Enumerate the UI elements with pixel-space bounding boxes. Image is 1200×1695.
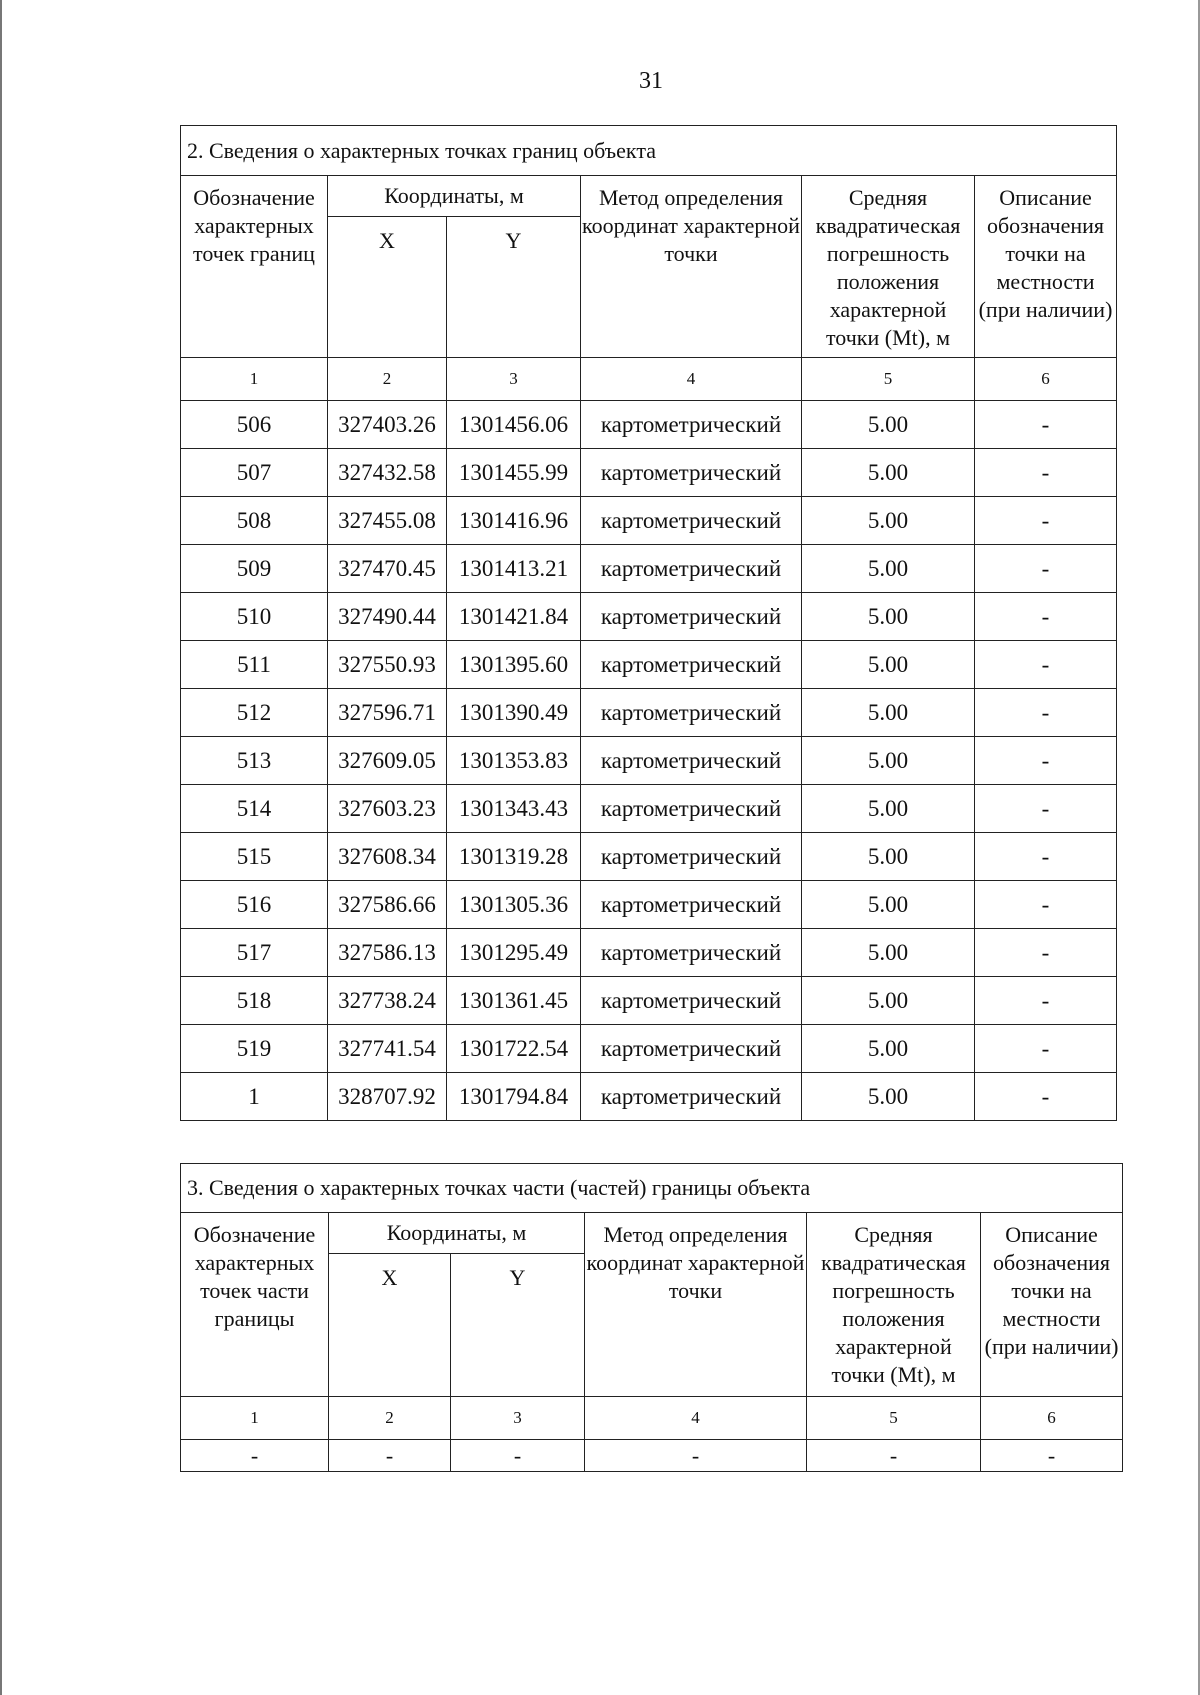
point-cell: 511 bbox=[181, 641, 328, 689]
description-cell: - bbox=[975, 689, 1117, 737]
header-coords-label: Координаты, м bbox=[328, 176, 581, 217]
column-number: 4 bbox=[585, 1397, 807, 1440]
method-cell: картометрический bbox=[581, 641, 802, 689]
mt-error-cell: 5.00 bbox=[802, 449, 975, 497]
mt-error-cell: 5.00 bbox=[802, 881, 975, 929]
method-cell: картометрический bbox=[581, 1025, 802, 1073]
table-row bbox=[181, 929, 1117, 977]
x-coordinate-cell: 327609.05 bbox=[328, 737, 447, 785]
point-cell: 516 bbox=[181, 881, 328, 929]
mt-error-cell: 5.00 bbox=[802, 593, 975, 641]
point-cell: - bbox=[181, 1440, 329, 1472]
y-coordinate-cell: 1301390.49 bbox=[447, 689, 581, 737]
x-coordinate-cell: 327586.13 bbox=[328, 929, 447, 977]
header-point-label: Обозначение характерных точек части границы bbox=[181, 1213, 329, 1397]
point-cell: 510 bbox=[181, 593, 328, 641]
x-coordinate-cell: 327455.08 bbox=[328, 497, 447, 545]
section3-table bbox=[180, 1163, 1123, 1472]
description-cell: - bbox=[975, 641, 1117, 689]
x-coordinate-cell: 327603.23 bbox=[328, 785, 447, 833]
x-coordinate-cell: 327586.66 bbox=[328, 881, 447, 929]
method-cell: картометрический bbox=[581, 785, 802, 833]
y-coordinate-cell: 1301361.45 bbox=[447, 977, 581, 1025]
x-coordinate-cell: 327490.44 bbox=[328, 593, 447, 641]
header-y-label: Y bbox=[451, 1254, 585, 1397]
header-method-label: Метод определения координат характерной точки bbox=[585, 1213, 807, 1397]
description-cell: - bbox=[975, 1073, 1117, 1121]
column-number: 5 bbox=[807, 1397, 981, 1440]
x-coordinate-cell: 327403.26 bbox=[328, 401, 447, 449]
point-cell: 507 bbox=[181, 449, 328, 497]
y-coordinate-cell: 1301421.84 bbox=[447, 593, 581, 641]
method-cell: картометрический bbox=[581, 593, 802, 641]
table-row bbox=[181, 977, 1117, 1025]
mt-error-cell: 5.00 bbox=[802, 785, 975, 833]
method-cell: картометрический bbox=[581, 497, 802, 545]
section2-rows bbox=[181, 401, 1117, 1121]
description-cell: - bbox=[975, 401, 1117, 449]
y-coordinate-cell: 1301413.21 bbox=[447, 545, 581, 593]
section3-rows bbox=[181, 1440, 1123, 1472]
table-row bbox=[181, 737, 1117, 785]
method-cell: картометрический bbox=[581, 881, 802, 929]
x-coordinate-cell: 327608.34 bbox=[328, 833, 447, 881]
point-cell: 1 bbox=[181, 1073, 328, 1121]
description-cell: - bbox=[975, 593, 1117, 641]
x-coordinate-cell: 328707.92 bbox=[328, 1073, 447, 1121]
header-y-label: Y bbox=[447, 217, 581, 358]
table-row bbox=[181, 785, 1117, 833]
column-number: 2 bbox=[328, 358, 447, 401]
x-coordinate-cell: 327432.58 bbox=[328, 449, 447, 497]
header-x-label: X bbox=[328, 217, 447, 358]
mt-error-cell: 5.00 bbox=[802, 1025, 975, 1073]
y-coordinate-cell: 1301456.06 bbox=[447, 401, 581, 449]
column-number: 3 bbox=[451, 1397, 585, 1440]
column-number: 5 bbox=[802, 358, 975, 401]
y-coordinate-cell: 1301416.96 bbox=[447, 497, 581, 545]
table-row bbox=[181, 641, 1117, 689]
table-row bbox=[181, 1440, 1123, 1472]
point-cell: 513 bbox=[181, 737, 328, 785]
y-coordinate-cell: 1301343.43 bbox=[447, 785, 581, 833]
description-cell: - bbox=[981, 1440, 1123, 1472]
description-cell: - bbox=[975, 977, 1117, 1025]
point-cell: 518 bbox=[181, 977, 328, 1025]
column-number: 4 bbox=[581, 358, 802, 401]
header-description-label: Описание обозначения точки на местности (при наличии) bbox=[975, 176, 1117, 358]
table-row bbox=[181, 401, 1117, 449]
y-coordinate-cell: 1301722.54 bbox=[447, 1025, 581, 1073]
description-cell: - bbox=[975, 545, 1117, 593]
x-coordinate-cell: 327470.45 bbox=[328, 545, 447, 593]
header-x-label: X bbox=[329, 1254, 451, 1397]
description-cell: - bbox=[975, 1025, 1117, 1073]
point-cell: 506 bbox=[181, 401, 328, 449]
mt-error-cell: 5.00 bbox=[802, 401, 975, 449]
x-coordinate-cell: 327550.93 bbox=[328, 641, 447, 689]
mt-error-cell: 5.00 bbox=[802, 1073, 975, 1121]
y-coordinate-cell: 1301395.60 bbox=[447, 641, 581, 689]
method-cell: картометрический bbox=[581, 401, 802, 449]
y-coordinate-cell: 1301455.99 bbox=[447, 449, 581, 497]
y-coordinate-cell: - bbox=[451, 1440, 585, 1472]
method-cell: картометрический bbox=[581, 977, 802, 1025]
description-cell: - bbox=[975, 785, 1117, 833]
method-cell: картометрический bbox=[581, 1073, 802, 1121]
table-row bbox=[181, 1073, 1117, 1121]
header-method-label: Метод определения координат характерной точки bbox=[581, 176, 802, 358]
column-number: 1 bbox=[181, 358, 328, 401]
x-coordinate-cell: 327596.71 bbox=[328, 689, 447, 737]
column-number: 1 bbox=[181, 1397, 329, 1440]
description-cell: - bbox=[975, 881, 1117, 929]
description-cell: - bbox=[975, 833, 1117, 881]
point-cell: 512 bbox=[181, 689, 328, 737]
description-cell: - bbox=[975, 497, 1117, 545]
y-coordinate-cell: 1301295.49 bbox=[447, 929, 581, 977]
table-row bbox=[181, 545, 1117, 593]
column-number: 6 bbox=[981, 1397, 1123, 1440]
column-number: 3 bbox=[447, 358, 581, 401]
point-cell: 509 bbox=[181, 545, 328, 593]
table-row bbox=[181, 593, 1117, 641]
table-row bbox=[181, 833, 1117, 881]
header-coords-label: Координаты, м bbox=[329, 1213, 585, 1254]
header-description-label: Описание обозначения точки на местности (при наличии) bbox=[981, 1213, 1123, 1397]
method-cell: картометрический bbox=[581, 449, 802, 497]
page-number: 31 bbox=[639, 68, 663, 94]
mt-error-cell: 5.00 bbox=[802, 545, 975, 593]
description-cell: - bbox=[975, 929, 1117, 977]
method-cell: - bbox=[585, 1440, 807, 1472]
mt-error-cell: 5.00 bbox=[802, 929, 975, 977]
point-cell: 514 bbox=[181, 785, 328, 833]
mt-error-cell: 5.00 bbox=[802, 497, 975, 545]
header-point-label: Обозначение характерных точек границ bbox=[181, 176, 328, 358]
description-cell: - bbox=[975, 449, 1117, 497]
column-number: 2 bbox=[329, 1397, 451, 1440]
table-row bbox=[181, 497, 1117, 545]
table-row bbox=[181, 689, 1117, 737]
column-number: 6 bbox=[975, 358, 1117, 401]
y-coordinate-cell: 1301319.28 bbox=[447, 833, 581, 881]
header-error-label: Средняя квадратическая погрешность положения характерной точки (Mt), м bbox=[807, 1213, 981, 1397]
section2-table bbox=[180, 125, 1117, 1121]
x-coordinate-cell: 327738.24 bbox=[328, 977, 447, 1025]
mt-error-cell: 5.00 bbox=[802, 977, 975, 1025]
y-coordinate-cell: 1301794.84 bbox=[447, 1073, 581, 1121]
description-cell: - bbox=[975, 737, 1117, 785]
mt-error-cell: 5.00 bbox=[802, 737, 975, 785]
x-coordinate-cell: 327741.54 bbox=[328, 1025, 447, 1073]
section2-title: 2. Сведения о характерных точках границ объекта bbox=[181, 126, 1117, 176]
x-coordinate-cell: - bbox=[329, 1440, 451, 1472]
method-cell: картометрический bbox=[581, 689, 802, 737]
method-cell: картометрический bbox=[581, 833, 802, 881]
header-error-label: Средняя квадратическая погрешность положения характерной точки (Mt), м bbox=[802, 176, 975, 358]
table-row bbox=[181, 881, 1117, 929]
table-row bbox=[181, 1025, 1117, 1073]
y-coordinate-cell: 1301305.36 bbox=[447, 881, 581, 929]
mt-error-cell: 5.00 bbox=[802, 833, 975, 881]
point-cell: 519 bbox=[181, 1025, 328, 1073]
point-cell: 517 bbox=[181, 929, 328, 977]
point-cell: 515 bbox=[181, 833, 328, 881]
section3-title: 3. Сведения о характерных точках части (частей) границы объекта bbox=[181, 1164, 1123, 1213]
scan-left-edge bbox=[0, 0, 2, 1695]
mt-error-cell: - bbox=[807, 1440, 981, 1472]
method-cell: картометрический bbox=[581, 929, 802, 977]
table-row bbox=[181, 449, 1117, 497]
point-cell: 508 bbox=[181, 497, 328, 545]
method-cell: картометрический bbox=[581, 545, 802, 593]
mt-error-cell: 5.00 bbox=[802, 641, 975, 689]
method-cell: картометрический bbox=[581, 737, 802, 785]
mt-error-cell: 5.00 bbox=[802, 689, 975, 737]
y-coordinate-cell: 1301353.83 bbox=[447, 737, 581, 785]
